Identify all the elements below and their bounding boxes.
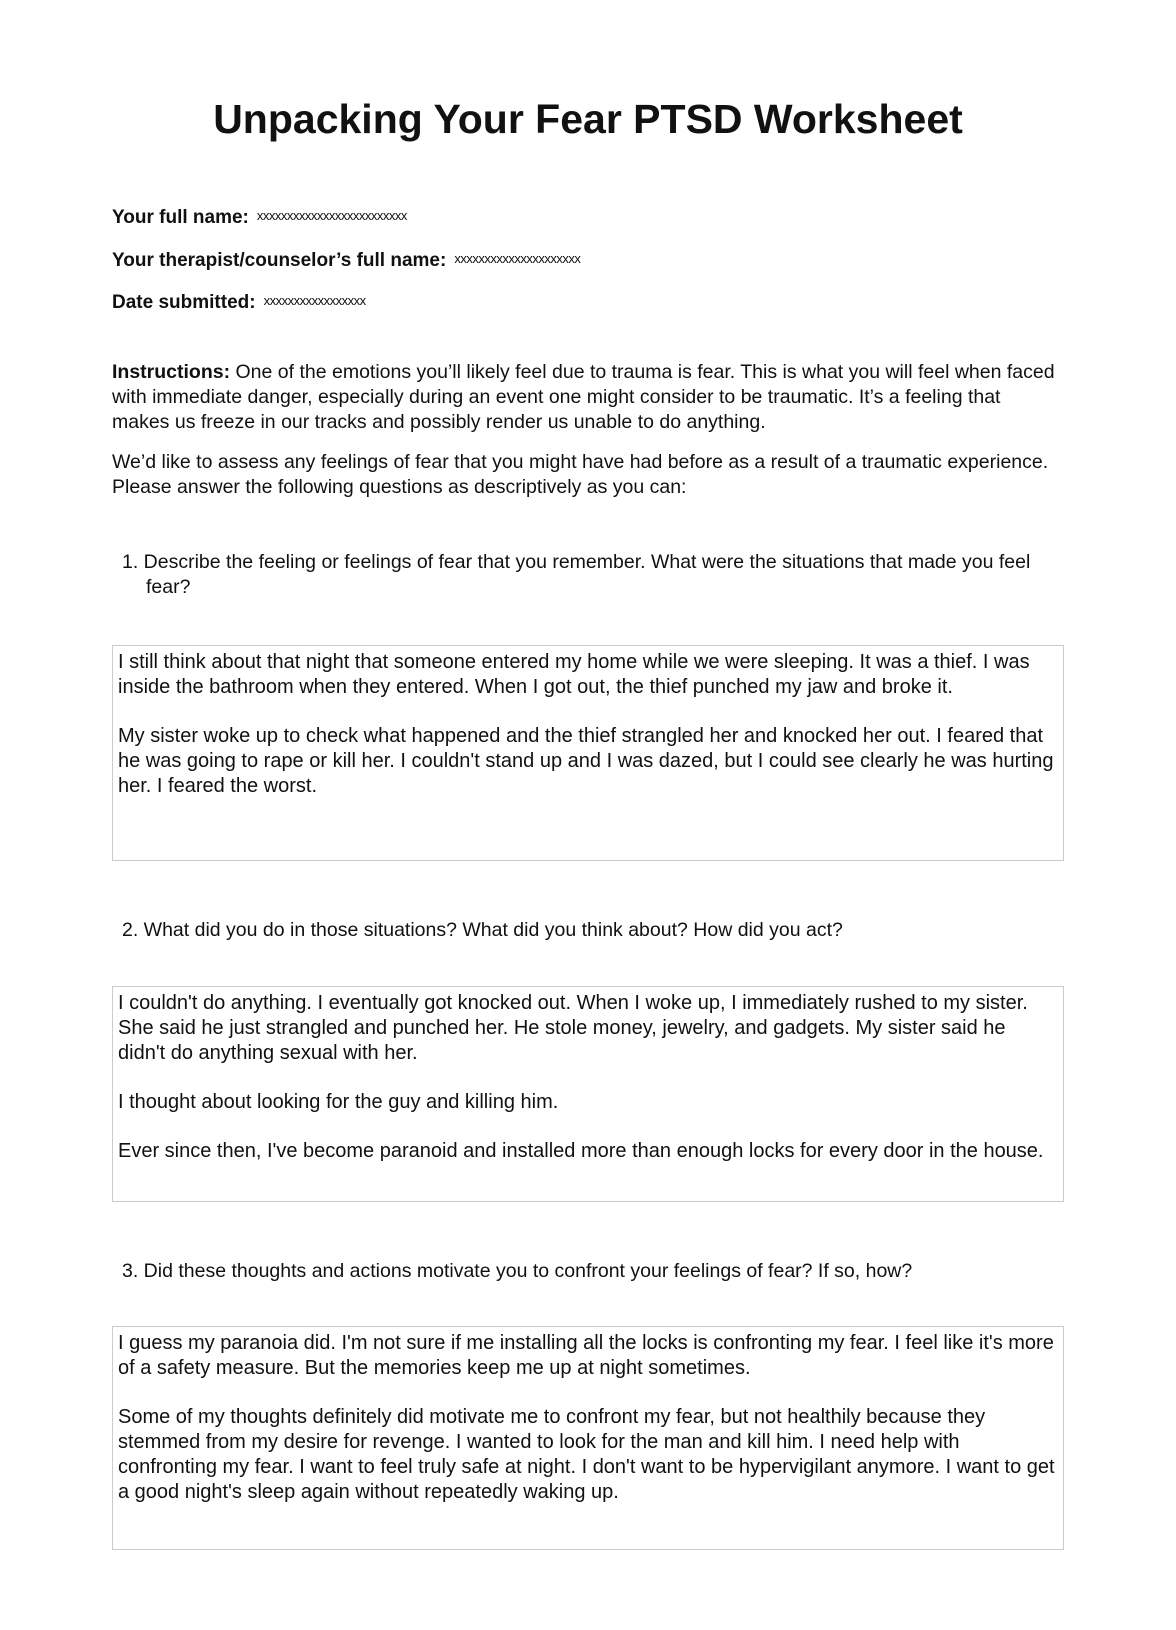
question-3: 3. Did these thoughts and actions motivate you to confront your feelings of fear? If so, how? <box>122 1260 913 1282</box>
date-submitted-field <box>112 292 366 314</box>
answer-box-3[interactable] <box>112 1326 1064 1550</box>
page-title: Unpacking Your Fear PTSD Worksheet <box>213 96 963 142</box>
field-label: Date submitted: <box>112 292 256 313</box>
answer-paragraph: I couldn't do anything. I eventually got knocked out. When I woke up, I immediately rushed to my sister. She said he just strangled and punched her. He stole money, jewelry, and gadgets. My sister said he didn't do anything sexual with her. <box>118 992 1028 1064</box>
instructions-text: One of the emotions you’ll likely feel due to trauma is fear. This is what you will feel when faced with immediate danger, especially during an event one might consider to be traumatic. It’s a feeling that makes us freeze in our tracks and possibly render us unable to do anything. <box>112 361 1055 433</box>
question-2: 2. What did you do in those situations? What did you think about? How did you act? <box>122 919 843 941</box>
instructions-label: Instructions: <box>112 361 231 383</box>
answer-paragraph: I guess my paranoia did. I'm not sure if me installing all the locks is confronting my fear. I feel like it's more of a safety measure. But the memories keep me up at night sometimes. <box>118 1332 1054 1379</box>
full-name-field <box>112 207 407 229</box>
field-value: xxxxxxxxxxxxxxxxxxxxxxxxx <box>256 208 407 223</box>
answer-paragraph: My sister woke up to check what happened and the thief strangled her and knocked her out. I feared that he was going to rape or kill her. I couldn't stand up and I was dazed, but I could see clearly he was hurting her. I feared the worst. <box>118 725 1054 797</box>
answer-paragraph: I still think about that night that someone entered my home while we were sleeping. It was a thief. I was inside the bathroom when they entered. When I got out, the thief punched my jaw and broke it. <box>118 651 1030 698</box>
field-label: Your therapist/counselor’s full name: <box>112 250 447 271</box>
question-1: 1. Describe the feeling or feelings of fear that you remember. What were the situations that made you feel fear? <box>122 551 1031 598</box>
answer-box-2[interactable] <box>112 986 1064 1202</box>
answer-paragraph: Ever since then, I've become paranoid and installed more than enough locks for every door in the house. <box>118 1140 1044 1162</box>
therapist-name-field <box>112 250 580 272</box>
answer-paragraph: I thought about looking for the guy and killing him. <box>118 1091 559 1113</box>
answer-paragraph: Some of my thoughts definitely did motivate me to confront my fear, but not healthily because they stemmed from my desire for revenge. I wanted to look for the man and kill him. I need help with confronting my fear. I want to feel truly safe at night. I don't want to be hypervigilant anymore. I want to get a good night's sleep again without repeatedly waking up. <box>118 1406 1055 1503</box>
instructions <box>112 360 1062 515</box>
field-label: Your full name: <box>112 207 249 228</box>
field-value: xxxxxxxxxxxxxxxxxxxxx <box>454 251 581 266</box>
field-value: xxxxxxxxxxxxxxxxx <box>263 293 366 308</box>
answer-box-1[interactable] <box>112 645 1064 861</box>
instructions-para2: We’d like to assess any feelings of fear that you might have had before as a result of a traumatic experience. Please answer the following questions as descriptively as you can: <box>112 451 1049 498</box>
